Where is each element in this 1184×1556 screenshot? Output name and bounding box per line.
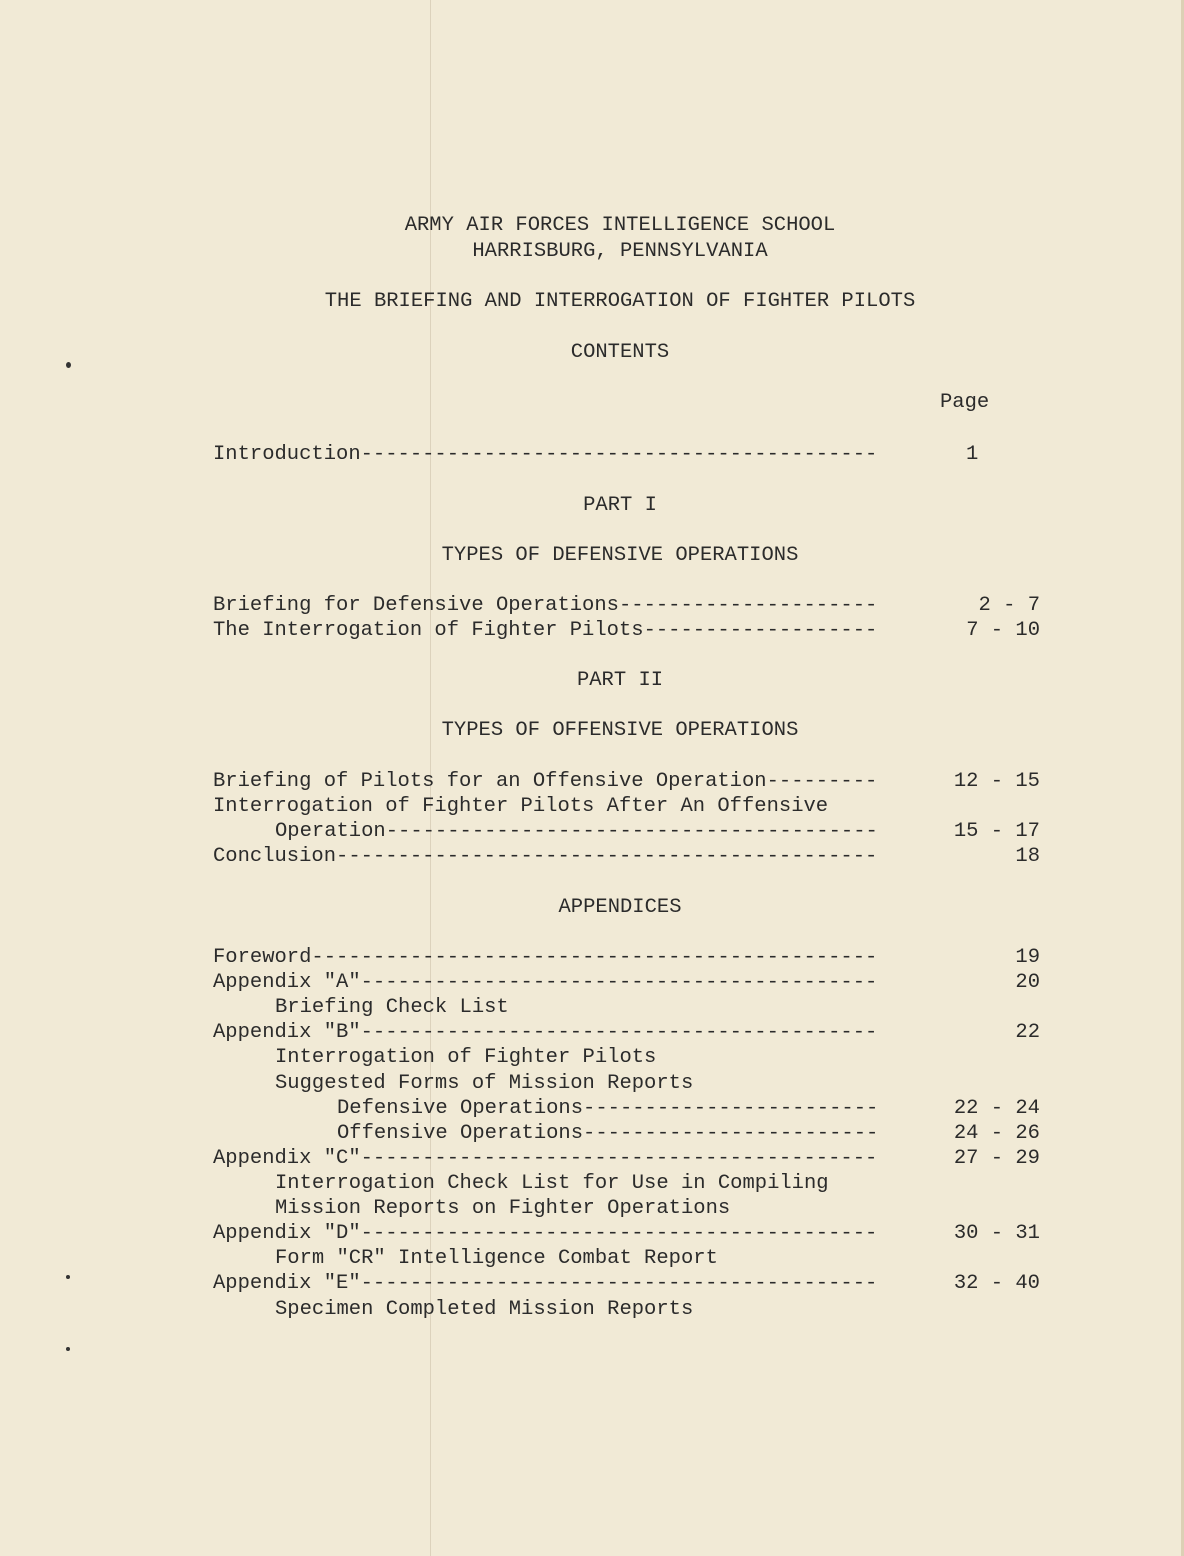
entry-label: Appendix "D" [213,1222,361,1245]
entry-page: 32 - 40 [953,1272,1040,1295]
toc-entry [275,996,509,1020]
leader-dashes [361,1222,878,1246]
entry-label: Conclusion [213,845,337,868]
entry-page: 7 - 10 [966,619,1040,642]
leader-dashes [767,770,878,794]
leader-dashes [311,946,878,970]
entry-label: Briefing for Defensive Operations [213,594,619,617]
entry-page: 27 - 29 [953,1147,1040,1170]
entry-label: Appendix "A" [213,971,361,994]
entry-label: Briefing of Pilots for an Offensive Operation [213,770,767,793]
entry-label: Appendix "C" [213,1147,361,1170]
toc-entry [275,1197,730,1221]
school-location: HARRISBURG, PENNSYLVANIA [472,240,768,263]
entry-page: 22 - 24 [953,1097,1040,1120]
leader-dashes [644,619,878,643]
leader-dashes [583,1122,878,1146]
toc-entry [213,971,878,995]
leader-dashes [336,845,878,869]
entry-page: 1 [966,443,979,466]
entry-page: 15 - 17 [953,820,1040,843]
entry-label: Interrogation of Fighter Pilots After An Offensive [213,795,829,818]
leader-dashes [361,1147,878,1171]
entry-page: 24 - 26 [953,1122,1040,1145]
entry-label: Offensive Operations [337,1122,584,1145]
toc-entry [275,820,878,844]
toc-entry [213,795,828,819]
toc-entry [213,1147,878,1171]
entry-page: 22 [1015,1021,1040,1044]
toc-entry [337,1097,878,1121]
leader-dashes [361,1021,878,1045]
entry-page: 30 - 31 [953,1222,1040,1245]
entry-label: Foreword [213,946,312,969]
school-name: ARMY AIR FORCES INTELLIGENCE SCHOOL [404,214,836,237]
toc-entry [275,1298,693,1322]
toc-entry [213,594,878,618]
leader-dashes [361,443,878,467]
toc-entry [213,1021,878,1045]
leader-dashes [386,820,878,844]
leader-dashes [583,1097,878,1121]
toc-entry [213,946,878,970]
toc-entry [275,1247,718,1271]
toc-entry [275,1072,693,1096]
toc-entry [213,1272,878,1296]
entry-label: Mission Reports on Fighter Operations [275,1197,731,1220]
entry-page: 18 [1015,845,1040,868]
toc-entry [213,619,878,643]
entry-label: Appendix "E" [213,1272,361,1295]
entry-page: 20 [1015,971,1040,994]
entry-page: 2 - 7 [978,594,1040,617]
toc-entry [213,770,878,794]
entry-label: Operation [275,820,386,843]
toc-entry [275,1046,656,1070]
toc-entry [213,1222,878,1246]
entry-label: Defensive Operations [337,1097,584,1120]
toc-entry-introduction [213,443,878,467]
leader-dashes [619,594,878,618]
appendices-heading: APPENDICES [558,896,682,919]
page-column-label: Page [940,391,990,414]
part1-subheading: TYPES OF DEFENSIVE OPERATIONS [441,544,799,567]
entry-label: Suggested Forms of Mission Reports [275,1072,694,1095]
document-title: THE BRIEFING AND INTERROGATION OF FIGHTER PILOTS [324,290,916,313]
entry-page: 19 [1015,946,1040,969]
entry-label: The Interrogation of Fighter Pilots [213,619,644,642]
part1-heading: PART I [583,494,657,517]
punch-mark [66,1347,70,1351]
entry-label: Introduction [213,443,361,466]
entry-label: Interrogation of Fighter Pilots [275,1046,657,1069]
leader-dashes [361,1272,878,1296]
toc-entry [213,845,878,869]
part2-heading: PART II [576,669,664,692]
part2-subheading: TYPES OF OFFENSIVE OPERATIONS [441,719,799,742]
entry-label: Interrogation Check List for Use in Compiling [275,1172,829,1195]
entry-label: Appendix "B" [213,1021,361,1044]
leader-dashes [361,971,878,995]
toc-entry [275,1172,829,1196]
entry-label: Specimen Completed Mission Reports [275,1298,694,1321]
punch-mark [66,1275,70,1279]
entry-label: Form "CR" Intelligence Combat Report [275,1247,718,1270]
entry-page: 12 - 15 [953,770,1040,793]
toc-entry [337,1122,878,1146]
entry-label: Briefing Check List [275,996,509,1019]
contents-heading: CONTENTS [570,341,670,364]
